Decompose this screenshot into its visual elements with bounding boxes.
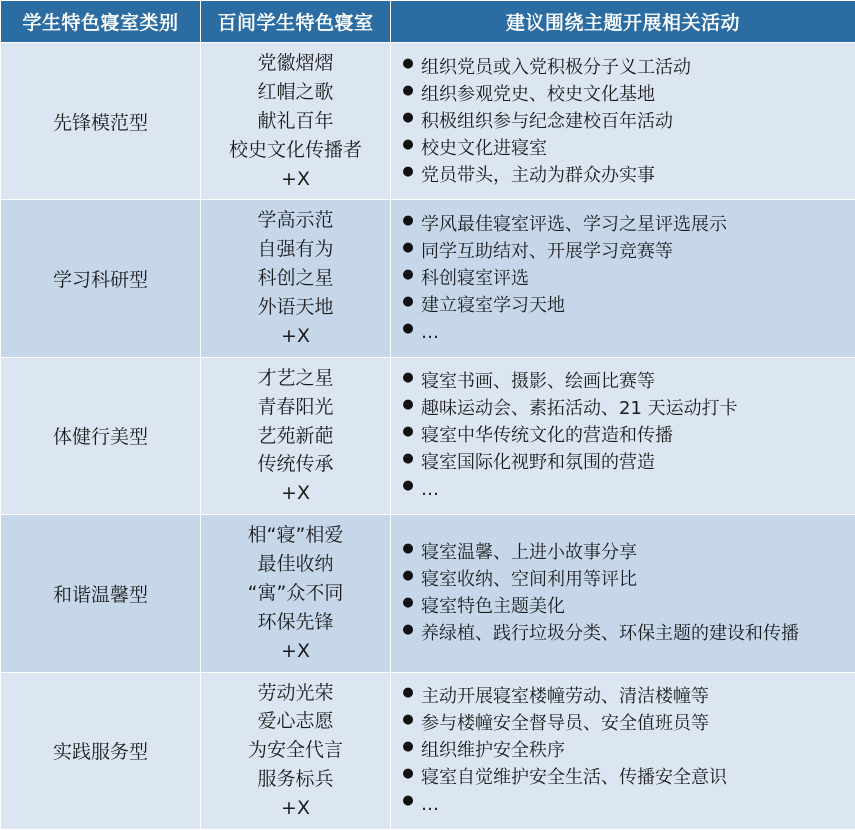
list-item [395,395,849,422]
bullet-icon: ● [395,791,421,811]
activities-cell [391,43,855,200]
dorm-name-item: +X [205,637,386,666]
bullet-icon: ● [395,593,421,613]
bullet-icon: ● [395,683,421,703]
dorm-name-cell [201,515,391,672]
activity-text: 寝室书画、摄影、绘画比赛等 [421,368,849,395]
activity-list [395,54,849,189]
list-item [395,54,849,81]
activity-text: 寝室收纳、空间利用等评比 [421,566,849,593]
list-item [395,449,849,476]
activity-text: 同学互助结对、开展学习竞赛等 [421,238,849,265]
bullet-icon: ● [395,737,421,757]
table-row [1,43,855,200]
dorm-name-cell [201,43,391,200]
list-item [395,737,849,764]
bullet-icon: ● [395,238,421,258]
list-item [395,162,849,189]
header-category: 学生特色寝室类别 [1,1,201,43]
list-item [395,710,849,737]
bullet-icon: ● [395,135,421,155]
bullet-icon: ● [395,265,421,285]
activity-list [395,683,849,818]
header-activities: 建议围绕主题开展相关活动 [391,1,855,43]
list-item [395,476,849,503]
dorm-name-item: +X [205,165,386,194]
list-item [395,593,849,620]
category-cell: 学习科研型 [1,200,201,357]
activity-text: 校史文化进寝室 [421,135,849,162]
dorm-name-cell [201,200,391,357]
dorm-name-item: +X [205,794,386,823]
dorm-name-item: +X [205,322,386,351]
activities-cell [391,200,855,357]
dorm-name-cell [201,672,391,829]
activity-list [395,211,849,346]
bullet-icon: ● [395,764,421,784]
table-body [1,43,855,830]
list-item [395,791,849,818]
list-item [395,566,849,593]
dorm-name-item: 红帽之歌 [205,78,386,107]
activity-text: … [421,319,849,346]
dorm-name-item: 最佳收纳 [205,550,386,579]
activity-text: 趣味运动会、素拓活动、21 天运动打卡 [421,395,849,422]
category-cell: 先锋模范型 [1,43,201,200]
activities-cell [391,515,855,672]
activity-text: … [421,791,849,818]
dorm-name-item: 传统传承 [205,450,386,479]
bullet-icon: ● [395,162,421,182]
bullet-icon: ● [395,476,421,496]
dorm-name-item: “寓”众不同 [205,579,386,608]
activity-text: 寝室国际化视野和氛围的营造 [421,449,849,476]
activity-text: 寝室中华传统文化的营造和传播 [421,422,849,449]
activity-text: 寝室特色主题美化 [421,593,849,620]
activity-list [395,539,849,647]
list-item [395,211,849,238]
table-row [1,357,855,514]
bullet-icon: ● [395,211,421,231]
dorm-name-item: 才艺之星 [205,364,386,393]
activities-cell [391,672,855,829]
activity-text: 组织维护安全秩序 [421,737,849,764]
activity-text: 学风最佳寝室评选、学习之星评选展示 [421,211,849,238]
list-item [395,135,849,162]
bullet-icon: ● [395,566,421,586]
activity-text: 参与楼幢安全督导员、安全值班员等 [421,710,849,737]
list-item [395,292,849,319]
dorm-name-item: 党徽熠熠 [205,49,386,78]
dorm-name-item: 艺苑新葩 [205,422,386,451]
activity-list [395,368,849,503]
list-item [395,81,849,108]
dorm-name-item: 校史文化传播者 [205,136,386,165]
dorm-name-item: 学高示范 [205,206,386,235]
dorm-name-item: 外语天地 [205,293,386,322]
activity-text: 养绿植、践行垃圾分类、环保主题的建设和传播 [421,620,849,647]
activity-text: … [421,476,849,503]
bullet-icon: ● [395,422,421,442]
dorm-name-item: 服务标兵 [205,765,386,794]
bullet-icon: ● [395,539,421,559]
dorm-name-item: 自强有为 [205,235,386,264]
header-dorm-name: 百间学生特色寝室 [201,1,391,43]
bullet-icon: ● [395,292,421,312]
bullet-icon: ● [395,108,421,128]
activity-text: 积极组织参与纪念建校百年活动 [421,108,849,135]
dorm-name-item: 为安全代言 [205,736,386,765]
activity-text: 寝室自觉维护安全生活、传播安全意识 [421,764,849,791]
activity-text: 主动开展寝室楼幢劳动、清洁楼幢等 [421,683,849,710]
dorm-name-item: 相“寝”相爱 [205,521,386,550]
activity-text: 党员带头，主动为群众办实事 [421,162,849,189]
bullet-icon: ● [395,449,421,469]
bullet-icon: ● [395,710,421,730]
dorm-name-item: 爱心志愿 [205,707,386,736]
list-item [395,764,849,791]
activities-cell [391,357,855,514]
activity-text: 组织参观党史、校史文化基地 [421,81,849,108]
dorm-name-item: 劳动光荣 [205,679,386,708]
activity-text: 科创寝室评选 [421,265,849,292]
activity-text: 寝室温馨、上进小故事分享 [421,539,849,566]
table-row [1,672,855,829]
header-row [1,1,855,43]
list-item [395,422,849,449]
category-cell: 实践服务型 [1,672,201,829]
dorm-name-cell [201,357,391,514]
list-item [395,620,849,647]
list-item [395,238,849,265]
bullet-icon: ● [395,319,421,339]
list-item [395,319,849,346]
category-cell: 体健行美型 [1,357,201,514]
table-header [1,1,855,43]
dorm-name-item: 环保先锋 [205,608,386,637]
bullet-icon: ● [395,54,421,74]
dorm-name-item: +X [205,479,386,508]
list-item [395,265,849,292]
bullet-icon: ● [395,368,421,388]
table-row [1,200,855,357]
list-item [395,368,849,395]
activity-text: 建立寝室学习天地 [421,292,849,319]
list-item [395,539,849,566]
bullet-icon: ● [395,81,421,101]
list-item [395,683,849,710]
dorm-name-item: 青春阳光 [205,393,386,422]
category-cell: 和谐温馨型 [1,515,201,672]
dorm-name-item: 献礼百年 [205,107,386,136]
activity-text: 组织党员或入党积极分子义工活动 [421,54,849,81]
bullet-icon: ● [395,620,421,640]
bullet-icon: ● [395,395,421,415]
list-item [395,108,849,135]
table-row [1,515,855,672]
dorm-name-item: 科创之星 [205,264,386,293]
